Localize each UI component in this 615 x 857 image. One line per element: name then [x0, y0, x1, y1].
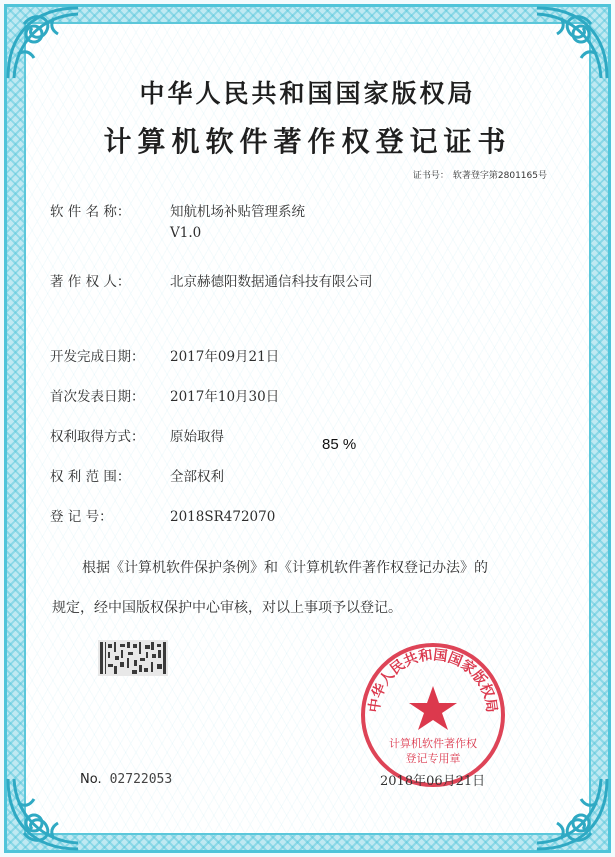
field-value	[170, 202, 305, 244]
software-name-value: 知航机场补贴管理系统	[170, 204, 305, 220]
field-label: 权利取得方式：	[50, 429, 145, 445]
legal-statement-line-2: 规定，经中国版权保护中心审核，对以上事项予以登记。	[52, 600, 402, 616]
official-seal-stamp	[358, 640, 508, 790]
document-serial-number	[80, 772, 172, 787]
field-dev-completion-date	[50, 347, 279, 367]
field-value: 原始取得	[170, 429, 224, 445]
field-first-publish-date	[50, 387, 279, 407]
seal-ring-text: 中华人民共和国国家版权局	[366, 647, 500, 714]
zoom-percentage-badge: 85 %	[322, 436, 357, 453]
field-copyright-owner	[50, 272, 373, 292]
issuer-title: 中华人民共和国国家版权局	[139, 79, 476, 108]
issue-date: 2018年06月21日	[380, 774, 486, 789]
certificate-number	[409, 168, 547, 181]
field-value: 2017年09月21日	[170, 349, 280, 365]
field-label: 著 作 权 人：	[50, 274, 131, 290]
software-version-value: V1.0	[170, 225, 202, 241]
field-software-name	[50, 202, 305, 244]
field-value: 2017年10月30日	[170, 389, 280, 405]
corner-ornament-icon	[533, 4, 611, 82]
certificate-number-value: 软著登字第2801165号	[452, 171, 547, 181]
field-label: 首次发表日期：	[50, 389, 145, 405]
serial-value: 02722053	[109, 772, 173, 787]
corner-ornament-icon	[4, 4, 82, 82]
seal-inner-line-2: 登记专用章	[405, 752, 461, 765]
certificate-title: 计算机软件著作权登记证书	[103, 125, 512, 158]
corner-ornament-icon	[4, 775, 82, 853]
field-label: 登 记 号：	[50, 509, 113, 525]
field-acquisition-method	[50, 427, 224, 447]
field-value: 北京赫德阳数据通信科技有限公司	[170, 274, 373, 290]
star-icon	[409, 686, 457, 730]
field-label: 开发完成日期：	[50, 349, 145, 365]
field-value: 全部权利	[170, 469, 224, 485]
seal-inner-line-1: 计算机软件著作权	[389, 737, 477, 750]
field-value: 2018SR472070	[170, 509, 276, 525]
field-registration-number	[50, 507, 275, 527]
field-rights-scope	[50, 467, 224, 487]
barcode-icon	[98, 640, 168, 676]
certificate-number-label: 证书号：	[412, 171, 449, 181]
field-label: 权 利 范 围：	[50, 469, 131, 485]
field-label: 软 件 名 称：	[50, 204, 131, 220]
corner-ornament-icon	[533, 775, 611, 853]
legal-statement-line-1: 根据《计算机软件保护条例》和《计算机软件著作权登记办法》的	[82, 560, 488, 576]
serial-label: No.	[80, 772, 102, 787]
